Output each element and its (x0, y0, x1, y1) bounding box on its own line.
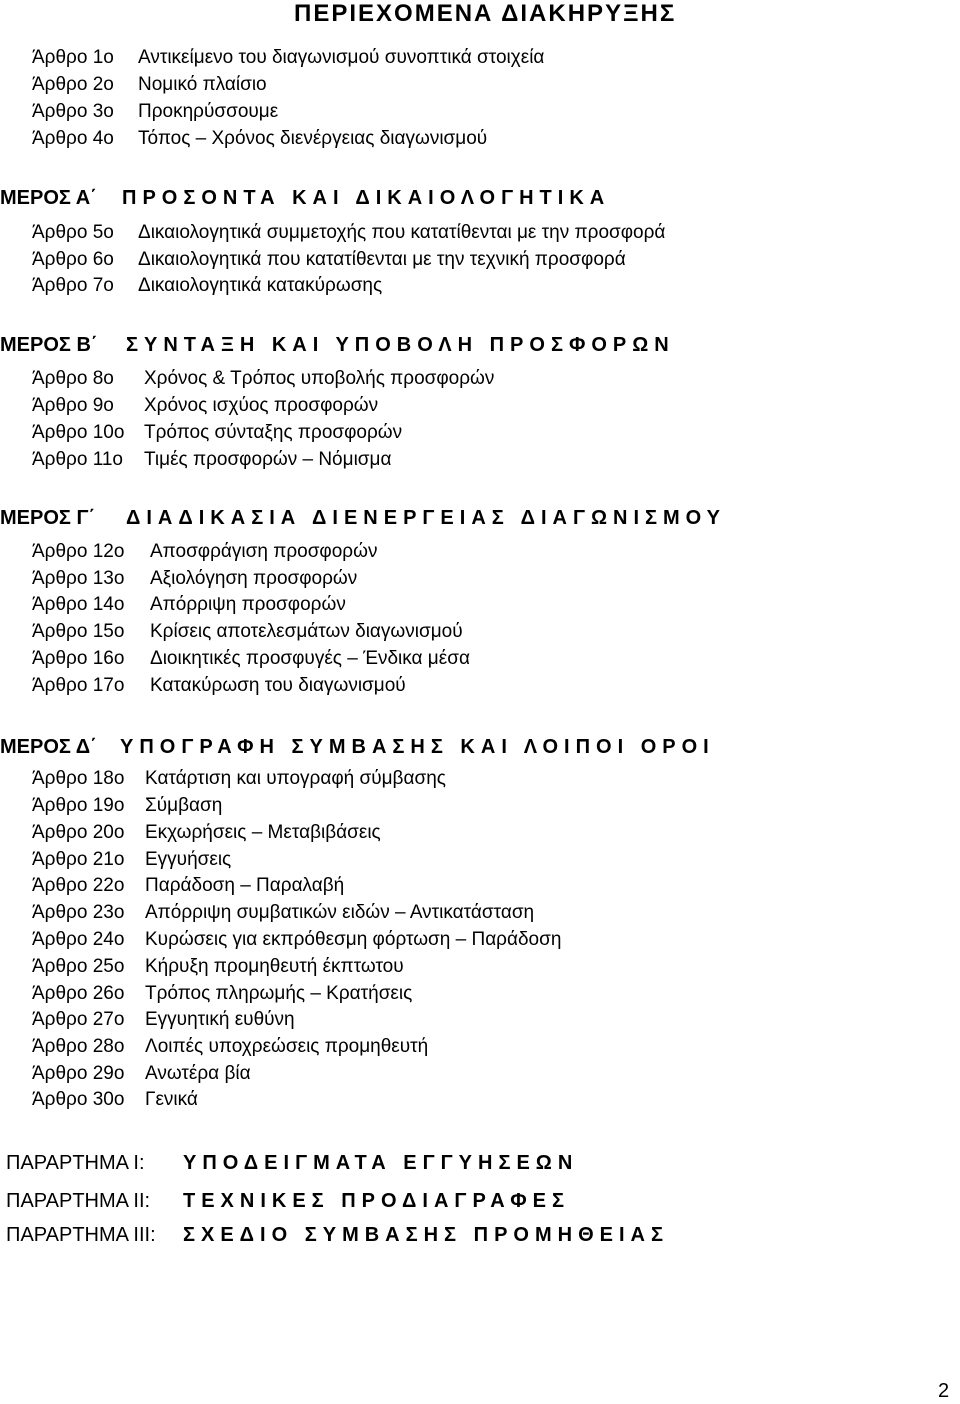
article-title: Κήρυξη προμηθευτή έκπτωτου (145, 956, 404, 977)
article-title: Νομικό πλαίσιο (138, 74, 267, 95)
article-title: Αξιολόγηση προσφορών (150, 568, 358, 589)
article-number: Άρθρο 5ο (32, 222, 114, 243)
article-title: Ανωτέρα βία (145, 1063, 251, 1084)
article-title: Κατάρτιση και υπογραφή σύμβασης (145, 768, 446, 789)
article-title: Δικαιολογητικά που κατατίθενται με την τεχνική προσφορά (138, 249, 626, 270)
article-number: Άρθρο 1ο (32, 47, 114, 68)
article-title: Εγγυήσεις (145, 849, 232, 870)
article-title: Δικαιολογητικά κατακύρωσης (138, 275, 383, 296)
article-number: Άρθρο 21ο (32, 849, 125, 870)
article-title: Διοικητικές προσφυγές – Ένδικα μέσα (150, 648, 470, 669)
article-number: Άρθρο 7ο (32, 275, 114, 296)
article-number: Άρθρο 12ο (32, 541, 125, 562)
section-label: ΜΕΡΟΣ Β΄ (0, 334, 98, 356)
article-number: Άρθρο 17ο (32, 675, 125, 696)
article-title: Τόπος – Χρόνος διενέργειας διαγωνισμού (138, 128, 488, 149)
article-number: Άρθρο 27ο (32, 1009, 125, 1030)
article-title: Τρόπος πληρωμής – Κρατήσεις (145, 983, 413, 1004)
page-number: 2 (938, 1380, 950, 1402)
section-title: ΥΠΟΓΡΑΦΗ ΣΥΜΒΑΣΗΣ ΚΑΙ ΛΟΙΠΟΙ ΟΡΟΙ (120, 736, 715, 758)
article-number: Άρθρο 20ο (32, 822, 125, 843)
article-title: Απόρριψη συμβατικών ειδών – Αντικατάσταση (145, 902, 535, 923)
article-number: Άρθρο 25ο (32, 956, 125, 977)
article-title: Λοιπές υποχρεώσεις προμηθευτή (145, 1036, 429, 1057)
section-title: ΔΙΑΔΙΚΑΣΙΑ ΔΙΕΝΕΡΓΕΙΑΣ ΔΙΑΓΩΝΙΣΜΟΥ (126, 507, 727, 529)
article-number: Άρθρο 19ο (32, 795, 125, 816)
article-number: Άρθρο 18ο (32, 768, 125, 789)
article-title: Απόρριψη προσφορών (150, 594, 346, 615)
article-number: Άρθρο 23ο (32, 902, 125, 923)
article-title: Χρόνος & Τρόπος υποβολής προσφορών (144, 368, 495, 389)
article-number: Άρθρο 26ο (32, 983, 125, 1004)
article-title: Αποσφράγιση προσφορών (150, 541, 378, 562)
article-number: Άρθρο 4ο (32, 128, 114, 149)
article-title: Κρίσεις αποτελεσμάτων διαγωνισμού (150, 621, 463, 642)
article-title: Τιμές προσφορών – Νόμισμα (144, 449, 392, 470)
article-number: Άρθρο 30ο (32, 1089, 125, 1110)
article-title: Χρόνος ισχύος προσφορών (144, 395, 379, 416)
article-title: Παράδοση – Παραλαβή (145, 875, 345, 896)
annex-title: ΥΠΟΔΕΙΓΜΑΤΑ ΕΓΓΥΗΣΕΩΝ (183, 1152, 579, 1174)
article-number: Άρθρο 13ο (32, 568, 125, 589)
section-label: ΜΕΡΟΣ Α΄ (0, 187, 97, 209)
article-number: Άρθρο 22ο (32, 875, 125, 896)
section-title: ΣΥΝΤΑΞΗ ΚΑΙ ΥΠΟΒΟΛΗ ΠΡΟΣΦΟΡΩΝ (126, 334, 675, 356)
article-number: Άρθρο 14ο (32, 594, 125, 615)
article-title: Αντικείμενο του διαγωνισμού συνοπτικά στοιχεία (138, 47, 545, 68)
article-title: Γενικά (145, 1089, 198, 1110)
annex-title: ΤΕΧΝΙΚΕΣ ΠΡΟΔΙΑΓΡΑΦΕΣ (183, 1190, 570, 1212)
annex-label: ΠΑΡΑΡΤΗΜΑ ΙΙ: (6, 1190, 151, 1212)
article-title: Δικαιολογητικά συμμετοχής που κατατίθενται με την προσφορά (138, 222, 666, 243)
article-number: Άρθρο 6ο (32, 249, 114, 270)
article-number: Άρθρο 16ο (32, 648, 125, 669)
article-number: Άρθρο 29ο (32, 1063, 125, 1084)
article-number: Άρθρο 24ο (32, 929, 125, 950)
article-number: Άρθρο 9ο (32, 395, 114, 416)
article-title: Τρόπος σύνταξης προσφορών (144, 422, 403, 443)
annex-title: ΣΧΕΔΙΟ ΣΥΜΒΑΣΗΣ ΠΡΟΜΗΘΕΙΑΣ (183, 1224, 669, 1246)
section-label: ΜΕΡΟΣ Δ΄ (0, 736, 97, 758)
article-title: Κυρώσεις για εκπρόθεσμη φόρτωση – Παράδοση (145, 929, 562, 950)
document-title: ΠΕΡΙΕΧΟΜΕΝΑ ΔΙΑΚΗΡΥΞΗΣ (294, 0, 677, 27)
article-title: Εγγυητική ευθύνη (145, 1009, 295, 1030)
annex-label: ΠΑΡΑΡΤΗΜΑ ΙΙΙ: (6, 1224, 156, 1246)
article-number: Άρθρο 3ο (32, 101, 114, 122)
article-title: Εκχωρήσεις – Μεταβιβάσεις (145, 822, 381, 843)
article-number: Άρθρο 8ο (32, 368, 114, 389)
article-number: Άρθρο 15ο (32, 621, 125, 642)
annex-label: ΠΑΡΑΡΤΗΜΑ Ι: (6, 1152, 145, 1174)
article-title: Σύμβαση (145, 795, 223, 816)
article-number: Άρθρο 28ο (32, 1036, 125, 1057)
article-title: Προκηρύσσουμε (138, 101, 279, 122)
section-title: ΠΡΟΣΟΝΤΑ ΚΑΙ ΔΙΚΑΙΟΛΟΓΗΤΙΚΑ (122, 187, 611, 209)
article-number: Άρθρο 11ο (32, 449, 124, 470)
article-number: Άρθρο 2ο (32, 74, 114, 95)
section-label: ΜΕΡΟΣ Γ΄ (0, 507, 96, 529)
article-title: Κατακύρωση του διαγωνισμού (150, 675, 406, 696)
article-number: Άρθρο 10ο (32, 422, 125, 443)
